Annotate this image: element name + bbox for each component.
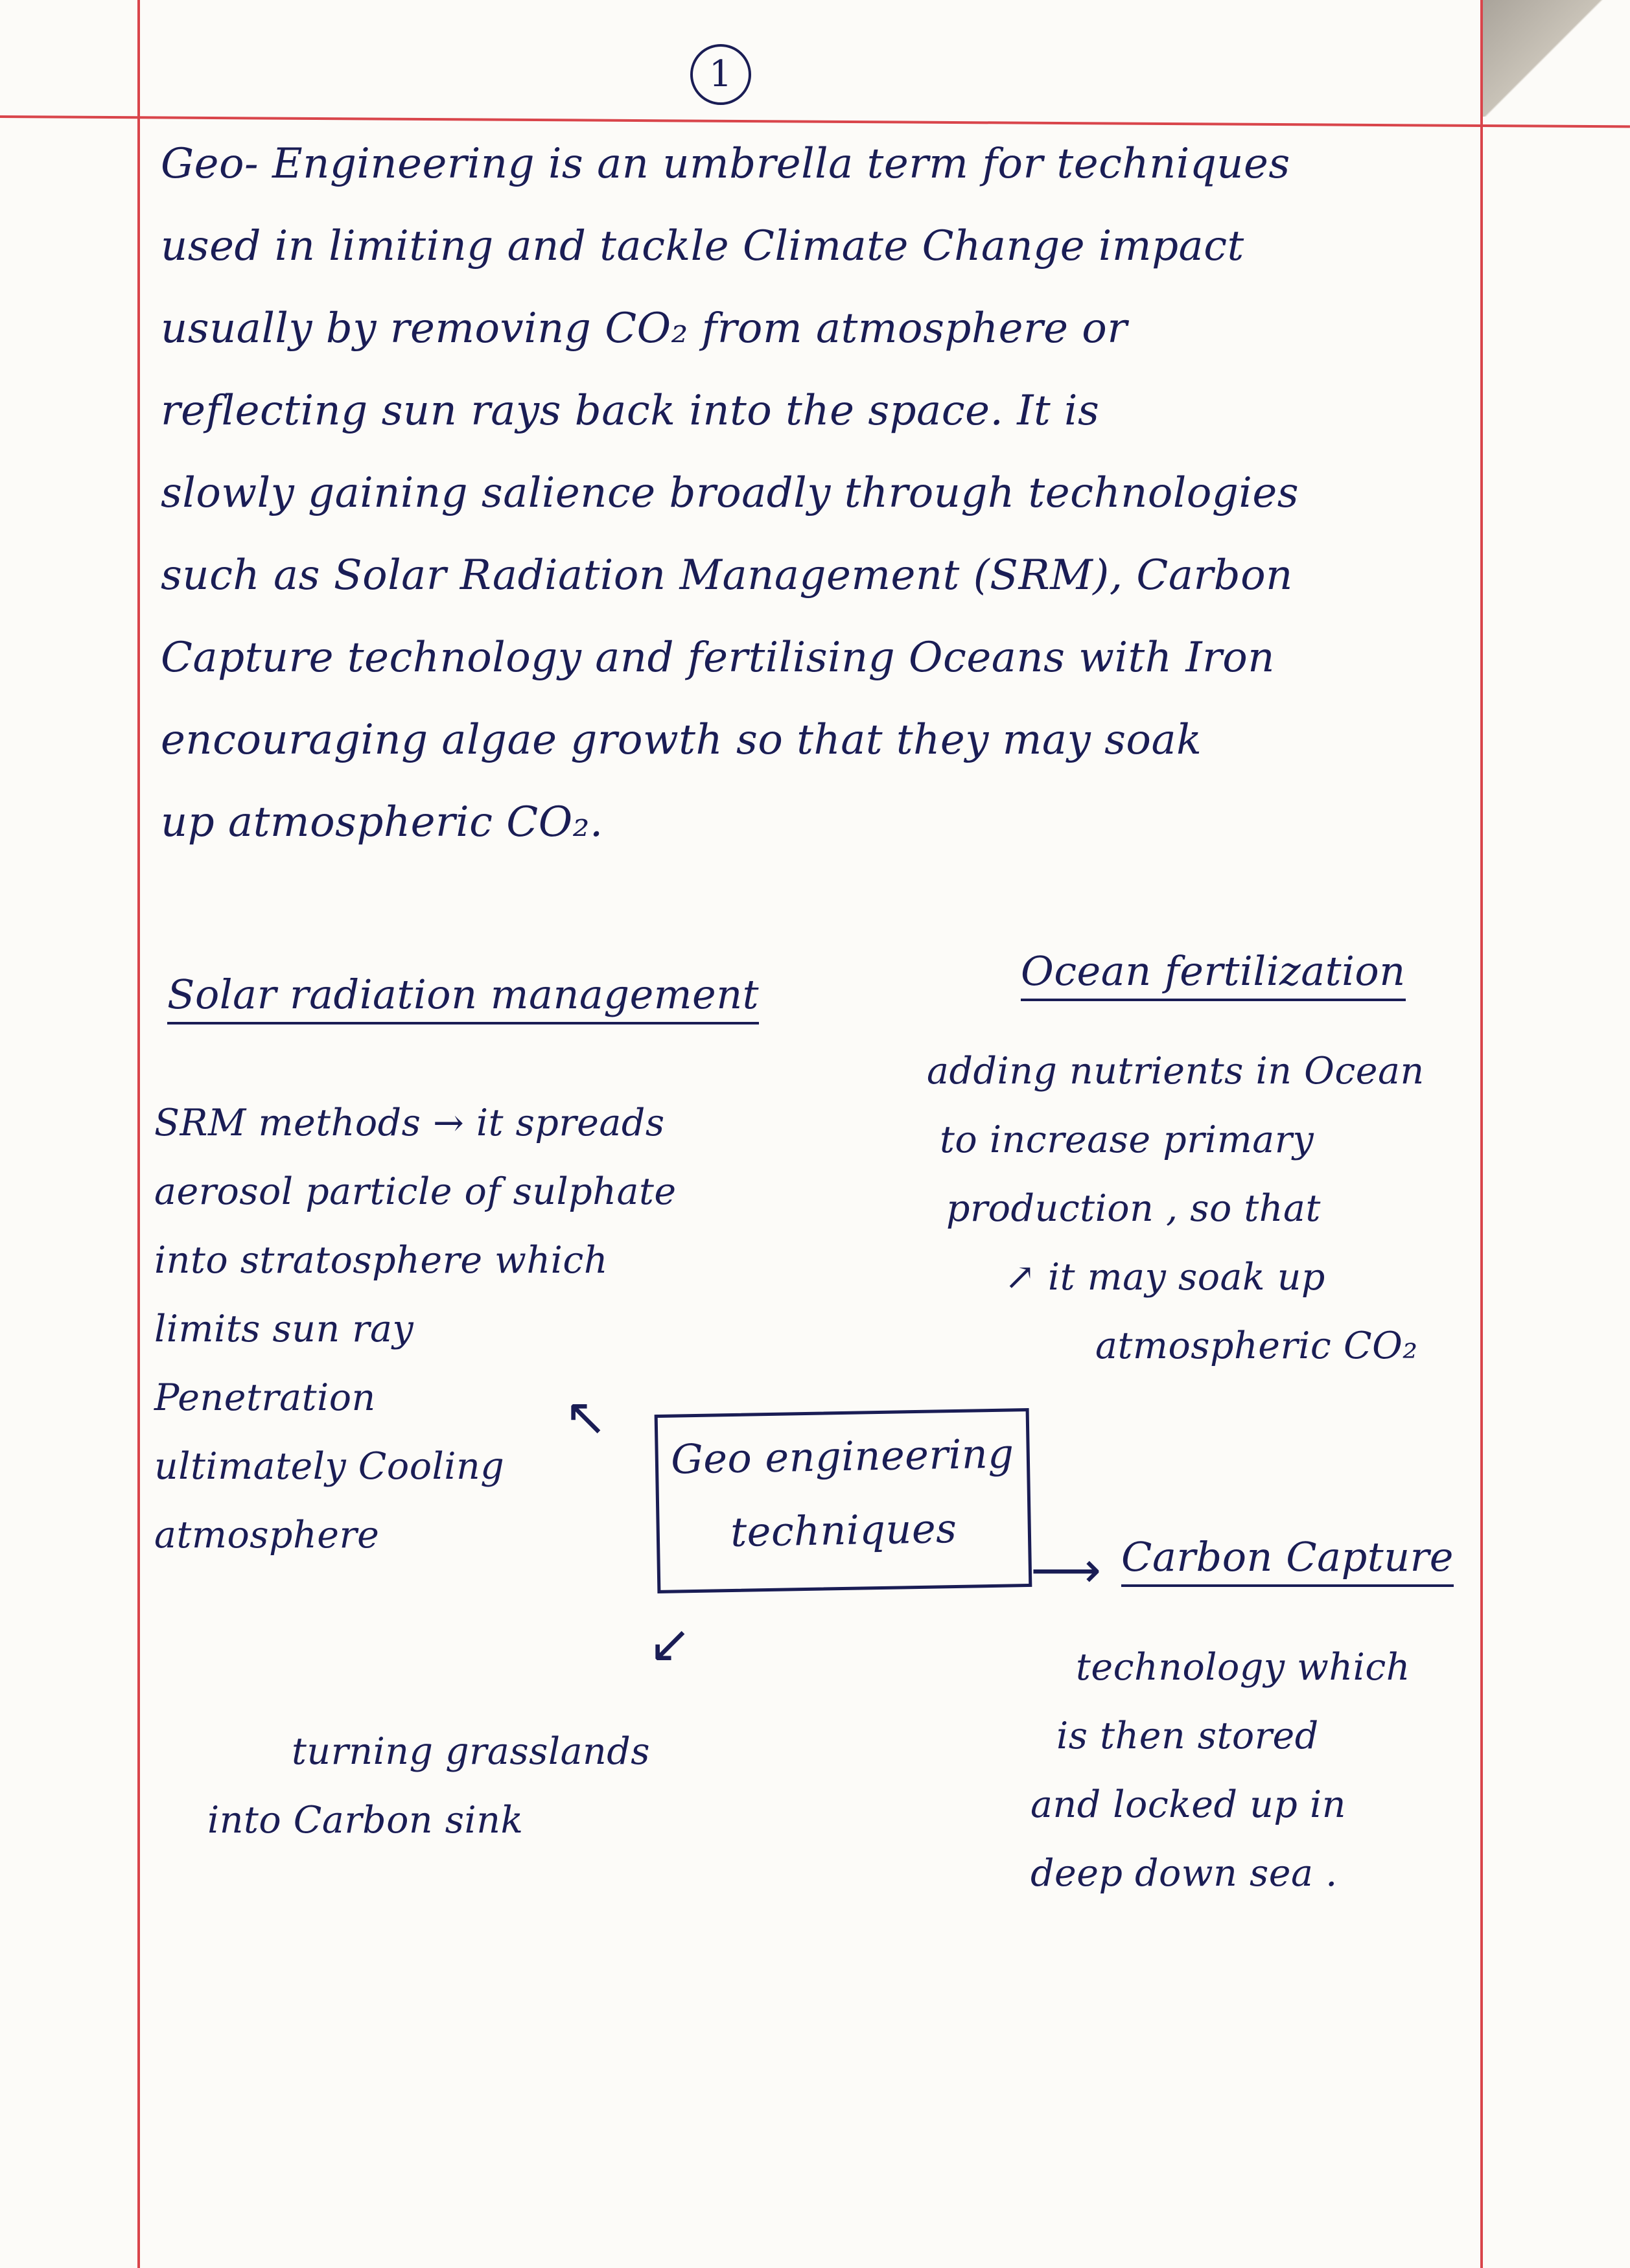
- intro-line: up atmospheric CO₂.: [161, 798, 603, 846]
- intro-line: encouraging algae growth so that they may soak: [161, 716, 1202, 764]
- srm-line: Penetration: [154, 1376, 376, 1419]
- intro-line: such as Solar Radiation Management (SRM), Carbon: [161, 551, 1293, 599]
- srm-line: aerosol particle of sulphate: [154, 1170, 677, 1213]
- intro-line: usually by removing CO₂ from atmosphere or: [161, 305, 1128, 353]
- page-number: 1: [690, 44, 751, 105]
- intro-line: slowly gaining salience broadly through technologies: [161, 469, 1299, 517]
- carbon-capture-line: technology which: [1076, 1646, 1411, 1689]
- srm-line: ultimately Cooling: [154, 1445, 505, 1488]
- carbon-capture-line: deep down sea .: [1030, 1852, 1338, 1895]
- grasslands-line: turning grasslands: [292, 1730, 651, 1773]
- ocean-notes: [927, 1037, 1425, 1380]
- right-margin-line: [1480, 0, 1483, 2268]
- grasslands-notes: [207, 1717, 650, 1855]
- page-corner-fold: [1481, 0, 1630, 117]
- arrow-to-carbon-capture-icon: ⟶: [1030, 1541, 1102, 1599]
- center-topic-line1: Geo engineering: [670, 1429, 1015, 1483]
- center-topic-line2: techniques: [730, 1504, 957, 1556]
- srm-line: limits sun ray: [154, 1308, 414, 1350]
- intro-line: Geo- Engineering is an umbrella term for techniques: [161, 140, 1290, 188]
- carbon-capture-notes: [1030, 1633, 1410, 1908]
- carbon-capture-line: is then stored: [1056, 1715, 1319, 1757]
- ocean-line: ↗ it may soak up: [1005, 1256, 1325, 1299]
- left-margin-line: [137, 0, 140, 2268]
- intro-line: reflecting sun rays back into the space. It is: [161, 387, 1100, 435]
- srm-heading: Solar radiation management: [167, 971, 759, 1024]
- intro-line: used in limiting and tackle Climate Change impact: [161, 222, 1244, 270]
- ocean-line: atmospheric CO₂: [1095, 1325, 1418, 1367]
- center-topic-box: [655, 1408, 1032, 1593]
- arrow-to-srm-icon: ↖: [564, 1387, 608, 1447]
- ocean-line: to increase primary: [940, 1118, 1314, 1161]
- srm-notes: [154, 1089, 677, 1569]
- grasslands-line: into Carbon sink: [207, 1799, 524, 1842]
- carbon-capture-line: and locked up in: [1030, 1783, 1346, 1826]
- srm-line: atmosphere: [154, 1514, 380, 1556]
- intro-paragraph: [161, 123, 1457, 864]
- intro-line: Capture technology and fertilising Oceans with Iron: [161, 634, 1275, 682]
- srm-line: into stratosphere which: [154, 1239, 609, 1282]
- ocean-line: adding nutrients in Ocean: [927, 1050, 1425, 1093]
- srm-line: SRM methods → it spreads: [154, 1102, 665, 1144]
- ocean-heading: Ocean fertilization: [1021, 947, 1406, 1001]
- ocean-line: production , so that: [946, 1187, 1321, 1230]
- carbon-capture-heading: Carbon Capture: [1121, 1533, 1454, 1587]
- arrow-to-grasslands-icon: ↙: [648, 1614, 692, 1674]
